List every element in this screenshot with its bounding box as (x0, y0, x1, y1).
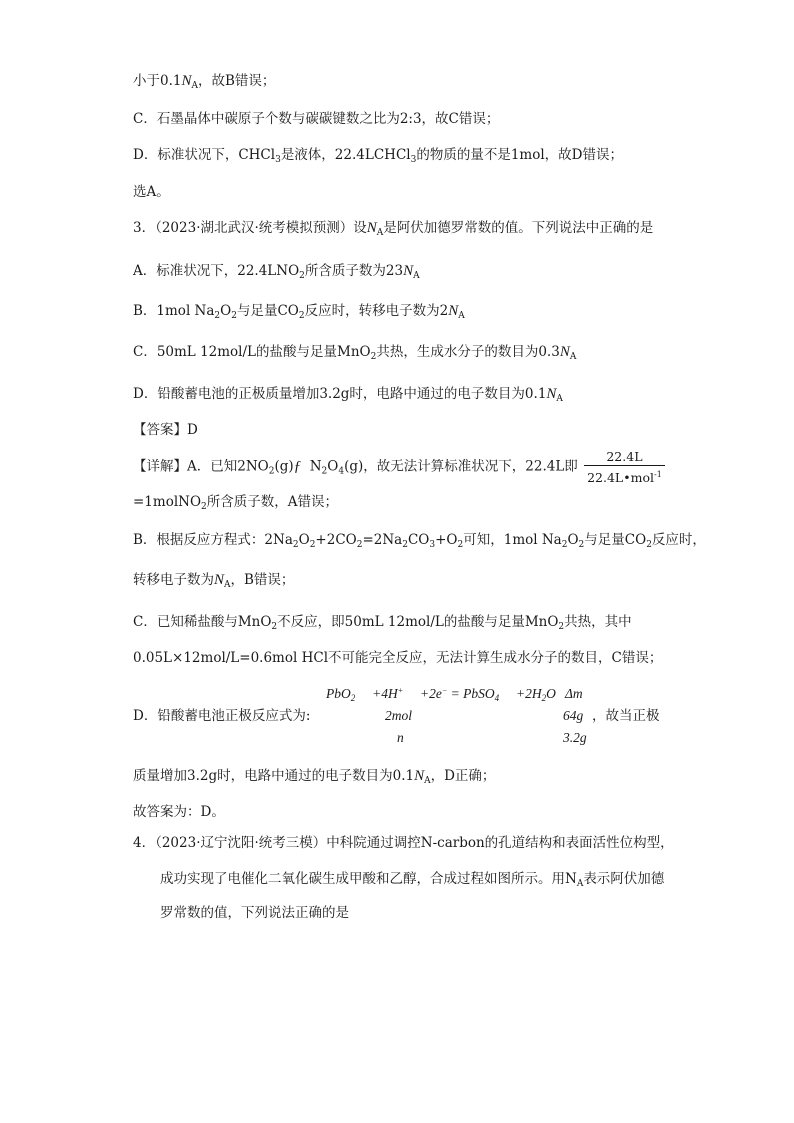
text: O (298, 532, 310, 548)
explain-b-line1 (133, 530, 706, 555)
subscript: A (191, 81, 198, 91)
text: C．已知稀盐酸与MnO (133, 614, 272, 630)
subscript: 2 (370, 352, 377, 362)
text: CO (407, 532, 430, 548)
text: B．1mol Na (133, 303, 215, 319)
text: 【详解】A．已知2NO (133, 458, 269, 475)
text: 成功实现了电催化二氧化碳生成甲酸和乙醇，合成过程如图所示。用N (160, 871, 577, 887)
explain-d-line2 (133, 766, 495, 791)
text: +4H (372, 686, 398, 701)
text: O (220, 303, 232, 319)
explain-a-line1 (133, 448, 667, 489)
superscript: + (397, 686, 404, 695)
subscript: 2 (402, 540, 408, 550)
subscript: 2 (646, 540, 652, 550)
text: ，故B错误； (198, 73, 276, 89)
text: 是液体，22.4LCHCl (280, 147, 411, 163)
subscript: 2 (561, 540, 568, 550)
subscript: 2 (268, 466, 275, 477)
text: 所含质子数，A错误； (206, 494, 339, 510)
text: 4．（2023·辽宁沈阳·统考三模）中科院通过调控N-carbon的孔道结构和表面活性位构型， (133, 835, 674, 851)
text: +2H (516, 686, 542, 701)
text: 的物质的量不是1mol，故D错误； (416, 147, 623, 163)
equation-row-3-mass (563, 730, 587, 746)
subscript: 3 (275, 155, 281, 165)
fraction (584, 448, 665, 486)
equation-tail (592, 706, 660, 726)
text: 是阿伏加德罗常数的值。下列说法中正确的是 (383, 220, 654, 236)
text: 反应时， (651, 532, 706, 548)
subscript: 4 (338, 466, 345, 477)
text: O (546, 686, 556, 701)
text: D．铅酸蓄电池正极反应式为: (133, 708, 311, 724)
text: ，D正确； (430, 768, 496, 784)
text: 22.4L•mol (587, 470, 654, 485)
text: 可知，1mol Na (463, 532, 562, 548)
text: n (397, 730, 404, 745)
na-symbol: N (559, 344, 570, 360)
subscript: 2 (214, 311, 221, 321)
text: 3.2g (563, 730, 587, 745)
subscript: 2 (457, 540, 464, 550)
subscript: A (576, 879, 584, 889)
equation-row-2-mass (563, 708, 583, 724)
subscript: A (458, 311, 465, 321)
fraction-denominator (584, 466, 665, 486)
equation-row-1 (326, 686, 556, 703)
text: 与足量CO (584, 532, 647, 548)
subscript: A (413, 271, 420, 281)
text: (g)，故无法计算标准状况下，22.4L即 (344, 458, 578, 475)
na-symbol: N (366, 220, 377, 236)
subscript: A (569, 352, 577, 362)
question-3-option-a (133, 261, 420, 286)
explain-b-line2 (133, 570, 294, 595)
subscript: 2 (350, 693, 356, 703)
text: 共热，生成水分子的数目为0.3 (376, 344, 560, 360)
superscript: − (441, 686, 448, 695)
text: 表示阿伏加德 (583, 871, 665, 887)
text: +2e (420, 686, 442, 701)
explain-c-line1 (133, 612, 632, 637)
subscript: 2 (201, 502, 207, 512)
text: (g) (274, 458, 294, 475)
na-symbol: N (214, 572, 225, 588)
subscript: 2 (578, 540, 585, 550)
subscript: 2 (541, 693, 547, 703)
subscript: 2 (231, 311, 237, 321)
text: C．石墨晶体中碳原子个数与碳碳键数之比为2:3，故C错误； (133, 111, 500, 127)
subscript: 2 (356, 540, 363, 550)
na-symbol: N (181, 73, 192, 89)
subscript: 2 (321, 466, 328, 477)
subscript: 3 (410, 155, 417, 165)
question-4-line2 (160, 869, 664, 894)
na-symbol: N (403, 263, 414, 279)
answer-label (133, 420, 198, 440)
subscript: 2 (299, 271, 305, 281)
subscript: A (376, 228, 384, 238)
equation-row-3-n (397, 730, 404, 746)
text: 转移电子数为 (133, 572, 214, 588)
explain-a-line2 (133, 492, 338, 517)
text: PbO (326, 686, 351, 701)
text: 【答案】D (133, 422, 198, 438)
equilibrium-arrow-icon: ƒ (293, 458, 302, 475)
equation-delta-m (565, 686, 583, 702)
text: 质量增加3.2g时，电路中通过的电子数目为0.1 (133, 768, 415, 784)
text: 0.05L×12mol/L=0.6mol HCl不可能完全反应，无法计算生成水分子的数目，C错误； (133, 650, 663, 666)
text: 故答案为：D。 (133, 804, 225, 820)
line-prev-d (133, 145, 623, 170)
line-prev-select (133, 182, 170, 202)
text: 小于0.1 (133, 73, 182, 89)
equation-row-2-mol (385, 708, 412, 724)
text: +O (435, 532, 458, 548)
text: 64g (563, 708, 584, 723)
subscript: 2 (309, 540, 316, 550)
subscript: A (424, 776, 431, 786)
text: =2Na (362, 532, 403, 548)
fraction-numerator: 22.4L (584, 448, 665, 466)
text: = PbSO (450, 686, 495, 701)
explain-d-label (133, 706, 310, 726)
subscript: 2 (298, 311, 305, 321)
line-prev-c (133, 109, 499, 129)
text: A．标准状况下，22.4LNO (133, 263, 300, 279)
text: 3．（2023·湖北武汉·统考模拟预测）设 (133, 220, 367, 236)
text: 与足量CO (236, 303, 299, 319)
text: N (309, 458, 322, 475)
text: 共热，其中 (564, 614, 632, 630)
na-symbol: N (414, 768, 425, 784)
line-prev-b-end (133, 71, 275, 96)
text: Δm (565, 686, 583, 701)
explain-c-line2 (133, 648, 662, 668)
subscript: 2 (558, 622, 565, 632)
question-3-stem (133, 218, 653, 243)
subscript: 3 (429, 540, 436, 550)
text: 所含质子数为23 (304, 263, 404, 279)
text: C．50mL 12mol/L的盐酸与足量MnO (133, 344, 371, 360)
text: 选A。 (133, 184, 170, 200)
subscript: 2 (271, 622, 278, 632)
text: +2CO (315, 532, 357, 548)
text: 不反应，即50mL 12mol/L的盐酸与足量MnO (277, 614, 559, 630)
question-4-line3 (160, 903, 349, 923)
na-symbol: N (448, 303, 459, 319)
text: D．标准状况下，CHCl (133, 147, 276, 163)
question-4-line1 (133, 833, 674, 853)
subscript: 4 (494, 693, 500, 703)
subscript: 2 (292, 540, 299, 550)
text: B．根据反应方程式：2Na (133, 532, 293, 548)
na-symbol: N (546, 386, 557, 402)
question-3-option-b (133, 301, 465, 326)
subscript: A (556, 394, 563, 404)
final-answer (133, 802, 225, 822)
text: D．铅酸蓄电池的正极质量增加3.2g时，电路中通过的电子数目为0.1 (133, 386, 547, 402)
text: 罗常数的值，下列说法正确的是 (160, 905, 349, 921)
superscript: -1 (653, 470, 662, 479)
text: =1molNO (133, 494, 202, 510)
text: 反应时，转移电子数为2 (304, 303, 449, 319)
text: O (567, 532, 579, 548)
question-3-option-d (133, 384, 563, 409)
question-3-option-c (133, 342, 576, 367)
subscript: A (224, 580, 231, 590)
text: 2mol (385, 708, 412, 723)
text: ，B错误； (230, 572, 295, 588)
text: ，故当正极 (592, 708, 660, 724)
text: O (327, 458, 339, 475)
